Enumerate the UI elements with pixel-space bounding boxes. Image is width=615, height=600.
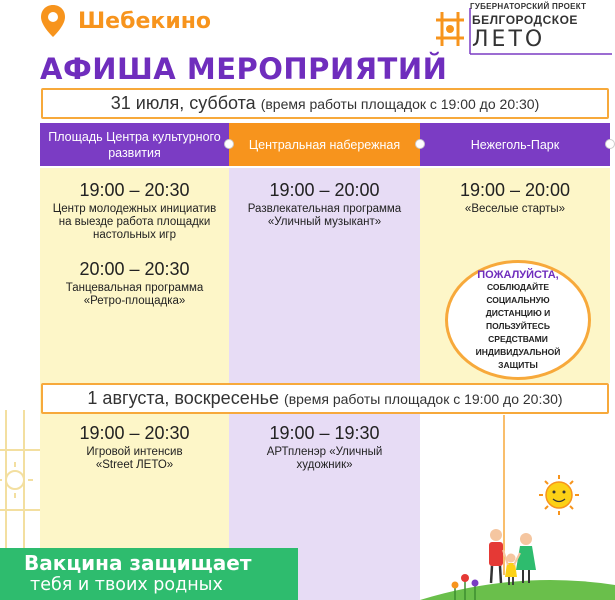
hours-day1: (время работы площадок с 19:00 до 20:30) — [260, 95, 540, 112]
venue-header-3: Нежеголь-Парк — [420, 123, 610, 166]
date-bar-day1 — [41, 88, 609, 119]
event-description: «Веселые старты» — [464, 203, 566, 215]
banner-line-1: Вакцина защищает — [24, 551, 252, 575]
divider-dot — [415, 139, 425, 149]
logo-top-text: ГУБЕРНАТОРСКИЙ ПРОЕКТ — [470, 2, 587, 11]
vaccine-banner — [0, 548, 298, 600]
page-title: АФИША МЕРОПРИЯТИЙ — [40, 52, 448, 86]
event-card — [40, 180, 229, 242]
divider-dot — [605, 139, 615, 149]
date-day1: 31 июля, суббота — [110, 93, 256, 113]
event-time: 19:00 – 19:30 — [269, 423, 380, 443]
notice-heading: ПОЖАЛУЙСТА, — [477, 268, 559, 281]
city-name: Шебекино — [78, 9, 212, 34]
notice-text: СОБЛЮДАЙТЕ СОЦИАЛЬНУЮ ДИСТАНЦИЮ И ПОЛЬЗУЙТЕСЬ СРЕДСТВАМИ ИНДИВИДУАЛЬНОЙ ЗАЩИТЫ — [475, 281, 561, 370]
flowers — [452, 574, 479, 600]
logo-bottom-text: ЛЕТО — [472, 27, 546, 52]
event-time: 20:00 – 20:30 — [79, 259, 190, 279]
event-card — [40, 423, 229, 472]
sun-icon — [539, 475, 579, 515]
event-card — [229, 423, 420, 472]
venue-header-2: Центральная набережная — [229, 123, 420, 166]
venue-header-1: Площадь Центра культурного развития — [40, 123, 229, 166]
event-description: АРТпленэр «Уличный художник» — [266, 446, 383, 471]
event-card — [229, 180, 420, 229]
logo-mid-text: БЕЛГОРОДСКОЕ — [472, 13, 578, 27]
event-time: 19:00 – 20:00 — [269, 180, 380, 200]
event-description: Танцевальная программа «Ретро-площадка» — [65, 282, 204, 307]
sun-ornament-icon — [0, 410, 40, 550]
date-bar-day2 — [41, 383, 609, 414]
family-figures — [489, 529, 536, 585]
event-time: 19:00 – 20:30 — [79, 180, 190, 200]
event-description: Развлекательная программа «Уличный музыкант» — [247, 203, 402, 228]
safety-notice — [445, 260, 591, 380]
banner-line-2: тебя и твоих родных — [30, 575, 223, 595]
divider-dot — [224, 139, 234, 149]
event-time: 19:00 – 20:30 — [79, 423, 190, 443]
location-pin-icon — [40, 4, 66, 38]
hours-day2: (время работы площадок с 19:00 до 20:30) — [284, 390, 563, 407]
event-card — [40, 259, 229, 308]
event-card — [420, 180, 610, 216]
event-time: 19:00 – 20:00 — [459, 180, 571, 200]
event-description: Игровой интенсив «Street ЛЕТО» — [86, 446, 183, 471]
date-day2: 1 августа, воскресенье — [87, 388, 280, 408]
family-illustration — [420, 415, 615, 600]
event-description: Центр молодежных инициатив на выезде работа площадки настольных игр — [52, 203, 217, 241]
